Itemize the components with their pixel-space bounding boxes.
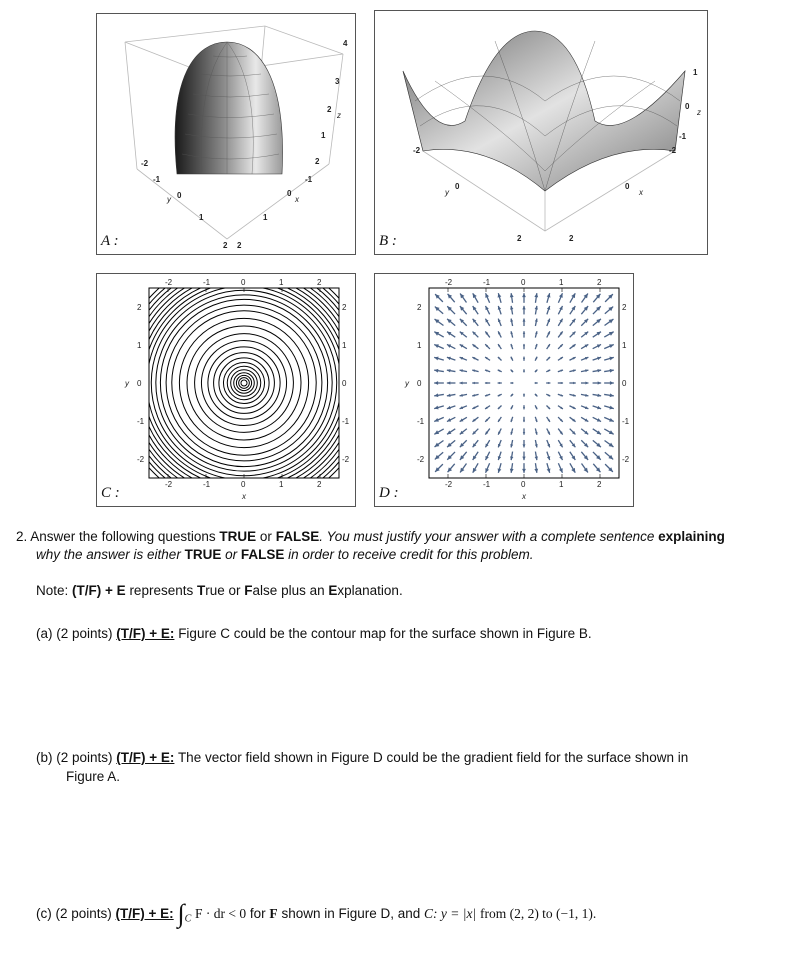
contour-line <box>219 358 269 408</box>
contour-line <box>231 370 258 397</box>
field-arrowhead <box>434 381 438 385</box>
fig-b-tick: -2 <box>669 146 677 155</box>
c-xtick-bottom: -1 <box>203 480 211 489</box>
d-xtick-top: -1 <box>483 278 491 287</box>
integral-sub: C <box>184 913 192 925</box>
d-xtick-bottom: 2 <box>597 480 602 489</box>
field-arrowhead <box>447 381 450 384</box>
fig-a-tick: 1 <box>321 131 326 140</box>
question-intro: 2. Answer the following questions TRUE or FALSE. You must justify your answer with a complete sentence explaining <box>16 529 725 544</box>
note-line: Note: (T/F) + E represents True or False plus an Explanation. <box>36 583 403 598</box>
c-xtick-top: -1 <box>203 278 211 287</box>
figure-a-label: A : <box>101 233 119 249</box>
fig-b-tick: 0 <box>625 182 630 191</box>
field-arrowhead <box>498 456 501 460</box>
fig-a-tick: 2 <box>327 105 332 114</box>
d-ytick-right: -2 <box>622 455 630 464</box>
field-arrowhead <box>597 406 601 409</box>
d-xtick-bottom: 1 <box>559 480 564 489</box>
wave-surface <box>403 31 685 191</box>
fig-a-axis-x: x <box>295 195 299 204</box>
field-arrowhead <box>498 306 501 310</box>
fig-a-tick: 1 <box>263 213 268 222</box>
field-arrowhead <box>548 382 550 384</box>
c-ytick-left: 0 <box>137 379 142 388</box>
d-ytick-left: 0 <box>417 379 422 388</box>
contour-line <box>143 282 344 483</box>
contour-line <box>172 311 316 455</box>
fig-a-axis-z: z <box>337 111 341 120</box>
c-xtick-top: 1 <box>279 278 284 287</box>
field-arrowhead <box>460 382 463 385</box>
field-arrowhead <box>523 344 525 346</box>
d-xlabel: x <box>522 492 526 501</box>
part-b-line2: Figure A. <box>66 769 121 784</box>
d-xtick-top: 2 <box>597 278 602 287</box>
fig-b-tick: 0 <box>455 182 460 191</box>
figure-b-panel <box>374 10 708 255</box>
d-ytick-right: 2 <box>622 303 627 312</box>
field-arrowhead <box>547 306 550 310</box>
question-intro-line2: why the answer is either TRUE or FALSE in order to receive credit for this problem. <box>36 547 534 562</box>
d-ytick-left: -2 <box>417 455 425 464</box>
d-xtick-top: 0 <box>521 278 526 287</box>
field-arrowhead <box>523 444 526 447</box>
field-arrowhead <box>535 382 537 384</box>
field-arrowhead <box>523 319 526 322</box>
figure-b-plot <box>375 11 707 254</box>
contour-line <box>223 362 264 403</box>
figure-d-panel <box>374 273 634 507</box>
d-ytick-left: 2 <box>417 303 422 312</box>
contour-line <box>214 353 275 414</box>
contour-line <box>187 326 301 440</box>
fig-a-tick: 2 <box>237 241 242 250</box>
fig-b-tick: 2 <box>569 234 574 243</box>
contour-line <box>239 378 250 389</box>
figure-a-plot <box>97 14 355 254</box>
field-arrowhead <box>523 407 525 409</box>
c-ytick-left: -1 <box>137 417 145 426</box>
figure-d-label: D : <box>379 485 399 501</box>
field-arrowhead <box>498 382 500 384</box>
field-arrowhead <box>523 357 525 359</box>
contour-line <box>201 340 286 425</box>
d-xtick-top: 1 <box>559 278 564 287</box>
c-xtick-top: 2 <box>317 278 322 287</box>
field-arrowhead <box>598 381 601 384</box>
field-arrowhead <box>523 432 526 435</box>
c-ytick-left: 1 <box>137 341 142 350</box>
fig-b-tick: -2 <box>413 146 421 155</box>
field-arrowhead <box>523 369 525 371</box>
field-arrowhead <box>447 357 451 360</box>
fig-b-tick: 1 <box>693 68 698 77</box>
c-xtick-bottom: -2 <box>165 480 173 489</box>
fig-a-tick: -1 <box>305 175 313 184</box>
field-arrowhead <box>472 382 475 385</box>
c-ytick-right: -1 <box>342 417 350 426</box>
fig-b-axis-y: y <box>445 188 449 197</box>
c-xtick-top: 0 <box>241 278 246 287</box>
contour-line <box>166 305 322 461</box>
c-ytick-right: -2 <box>342 455 350 464</box>
d-xtick-bottom: -2 <box>445 480 453 489</box>
field-arrowhead <box>547 456 550 460</box>
c-xlabel: x <box>242 492 246 501</box>
d-ytick-left: -1 <box>417 417 425 426</box>
figure-d-vector-field <box>375 274 633 506</box>
part-a: (a) (2 points) (T/F) + E: Figure C could be the contour map for the surface shown in Figure B. <box>36 626 592 641</box>
d-ytick-left: 1 <box>417 341 422 350</box>
field-arrowhead <box>485 382 487 384</box>
fig-b-axis-z: z <box>697 108 701 117</box>
c-xtick-bottom: 1 <box>279 480 284 489</box>
d-ytick-right: -1 <box>622 417 630 426</box>
part-c: (c) (2 points) (T/F) + E: $\int_C$ F · dr < 0 for F shown in Figure D, and C: y = |x| from (2, 2) to (−1, 1). <box>36 899 597 928</box>
field-arrowhead <box>585 382 588 385</box>
field-arrowhead <box>510 382 512 384</box>
field-arrowhead <box>610 381 614 385</box>
fig-b-tick: 0 <box>685 102 690 111</box>
fig-a-tick: 0 <box>177 191 182 200</box>
field-arrowhead <box>447 406 451 409</box>
field-arrowhead <box>523 331 526 334</box>
field-arrowhead <box>522 457 525 460</box>
d-ylabel: y <box>405 379 409 388</box>
contour-line <box>136 275 353 492</box>
d-xtick-top: -2 <box>445 278 453 287</box>
fig-a-tick: -2 <box>141 159 149 168</box>
figure-b-label: B : <box>379 233 397 249</box>
field-arrowhead <box>523 394 525 396</box>
c-xtick-top: -2 <box>165 278 173 287</box>
contour-line <box>160 299 327 466</box>
c-ytick-right: 0 <box>342 379 347 388</box>
paraboloid-surface <box>175 42 283 174</box>
fig-a-tick: -1 <box>153 175 161 184</box>
contour-line <box>156 295 332 471</box>
fig-a-tick: 2 <box>223 241 228 250</box>
c-ytick-left: -2 <box>137 455 145 464</box>
d-ytick-right: 0 <box>622 379 627 388</box>
contour-line <box>227 366 260 399</box>
figure-c-label: C : <box>101 485 120 501</box>
field-arrowhead <box>522 306 525 309</box>
figure-a-panel <box>96 13 356 255</box>
d-xtick-bottom: -1 <box>483 480 491 489</box>
c-ytick-right: 2 <box>342 303 347 312</box>
field-arrowhead <box>597 357 601 360</box>
contour-line <box>124 274 355 503</box>
c-xtick-bottom: 0 <box>241 480 246 489</box>
d-ytick-right: 1 <box>622 341 627 350</box>
fig-a-tick: 3 <box>335 77 340 86</box>
part-b: (b) (2 points) (T/F) + E: The vector field shown in Figure D could be the gradient field for the surface shown in <box>36 750 689 765</box>
field-arrowhead <box>561 382 563 384</box>
figure-c-panel <box>96 273 356 507</box>
d-xtick-bottom: 0 <box>521 480 526 489</box>
contour-line <box>147 286 341 480</box>
fig-a-tick: 1 <box>199 213 204 222</box>
c-ylabel: y <box>125 379 129 388</box>
c-xtick-bottom: 2 <box>317 480 322 489</box>
c-ytick-left: 2 <box>137 303 142 312</box>
integral-expr: F · dr < 0 <box>195 906 247 921</box>
fig-a-axis-y: y <box>167 195 171 204</box>
vector-frame <box>429 288 619 478</box>
integral-sign: ∫ <box>177 899 185 928</box>
fig-a-tick: 0 <box>287 189 292 198</box>
fig-b-tick: -1 <box>679 132 687 141</box>
field-arrowhead <box>522 293 526 297</box>
contour-line <box>140 279 349 488</box>
field-arrowhead <box>523 420 525 422</box>
contour-line <box>241 380 247 386</box>
contour-line <box>195 334 294 433</box>
contour-line <box>179 318 308 447</box>
fig-b-tick: 2 <box>517 234 522 243</box>
field-arrowhead <box>522 469 526 473</box>
c-ytick-right: 1 <box>342 341 347 350</box>
fig-a-tick: 2 <box>315 157 320 166</box>
contour-frame <box>149 288 339 478</box>
fig-b-axis-x: x <box>639 188 643 197</box>
figure-c-contour-plot <box>97 274 355 506</box>
field-arrowhead <box>573 382 576 385</box>
fig-a-tick: 4 <box>343 39 348 48</box>
